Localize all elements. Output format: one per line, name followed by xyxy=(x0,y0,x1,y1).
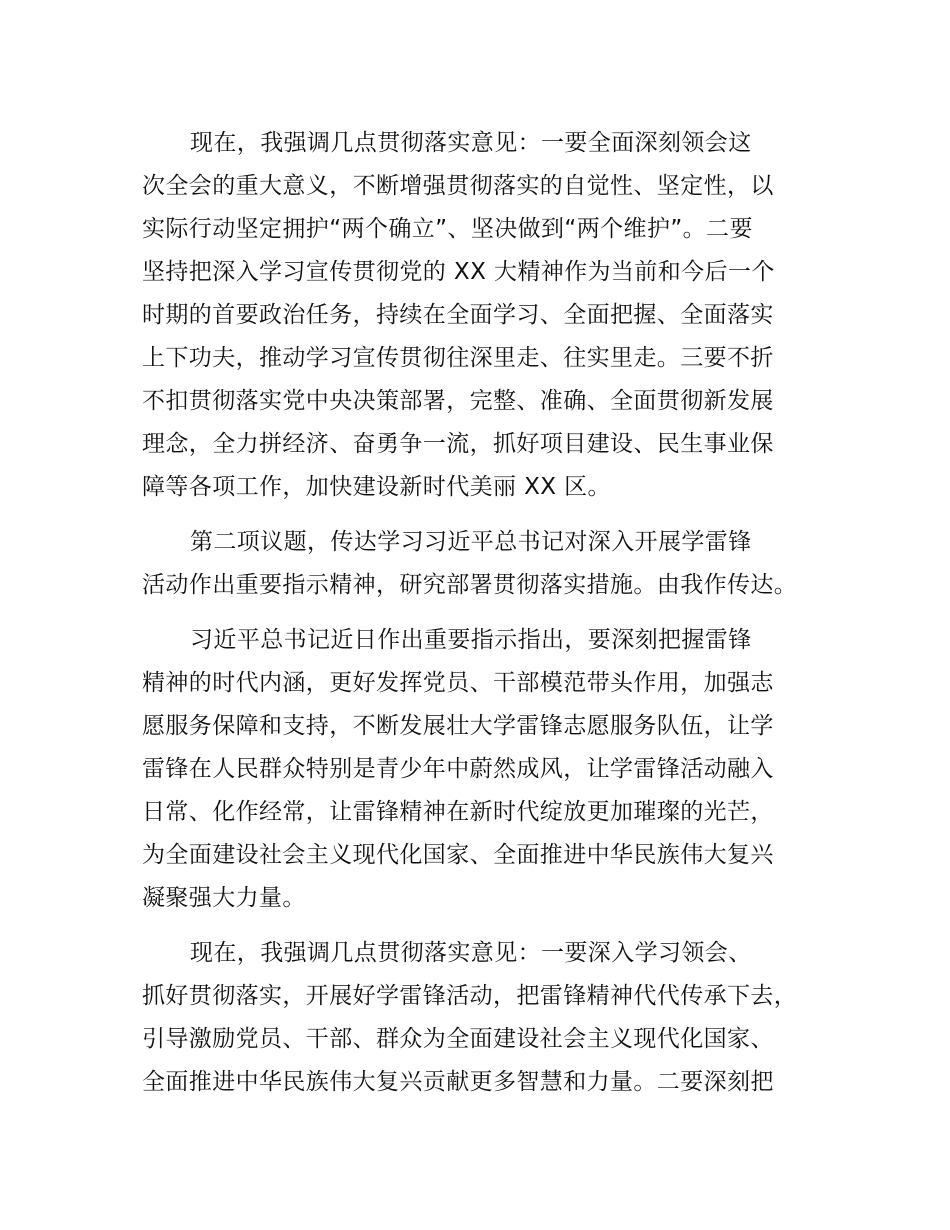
text-line: 理念，全力拼经济、奋勇争一流，抓好项目建设、民生事业保 xyxy=(142,431,774,457)
text-line: 坚持把深入学习宣传贯彻党的 XX 大精神作为当前和今后一个 xyxy=(142,259,775,285)
text-line: 第二项议题，传达学习习近平总书记对深入开展学雷锋 xyxy=(190,529,752,555)
text-line: 抓好贯彻落实，开展好学雷锋活动，把雷锋精神代代传承下去， xyxy=(142,983,798,1009)
document-body xyxy=(142,122,832,1104)
text-line: 愿服务保障和支持，不断发展壮大学雷锋志愿服务队伍，让学 xyxy=(142,713,774,739)
paragraph-gap xyxy=(142,607,832,619)
text-line: 习近平总书记近日作出重要指示指出，要深刻把握雷锋 xyxy=(190,627,752,653)
paragraph-implementation-opinions-2 xyxy=(142,932,832,1104)
paragraph-gap xyxy=(142,920,832,932)
text-line: 次全会的重大意义，不断增强贯彻落实的自觉性、坚定性，以 xyxy=(142,173,774,199)
text-line: 全面推进中华民族伟大复兴贡献更多智慧和力量。二要深刻把 xyxy=(142,1069,774,1095)
text-line: 精神的时代内涵，更好发挥党员、干部模范带头作用，加强志 xyxy=(142,670,774,696)
text-line: 现在，我强调几点贯彻落实意见：一要深入学习领会、 xyxy=(190,940,752,966)
text-line: 现在，我强调几点贯彻落实意见：一要全面深刻领会这 xyxy=(190,130,752,156)
paragraph-implementation-opinions-1 xyxy=(142,122,832,509)
text-line: 活动作出重要指示精神，研究部署贯彻落实措施。由我作传达。 xyxy=(142,572,798,598)
paragraph-important-instructions xyxy=(142,619,832,920)
text-line: 实际行动坚定拥护“两个确立”、坚决做到“两个维护”。二要 xyxy=(142,216,753,242)
text-line: 上下功夫，推动学习宣传贯彻往深里走、往实里走。三要不折 xyxy=(142,345,774,371)
paragraph-agenda-item-2 xyxy=(142,521,832,607)
text-line: 雷锋在人民群众特别是青少年中蔚然成风，让学雷锋活动融入 xyxy=(142,756,774,782)
paragraph-gap xyxy=(142,509,832,521)
text-line: 引导激励党员、干部、群众为全面建设社会主义现代化国家、 xyxy=(142,1026,774,1052)
text-line: 日常、化作经常，让雷锋精神在新时代绽放更加璀璨的光芒， xyxy=(142,799,774,825)
text-line: 障等各项工作，加快建设新时代美丽 XX 区。 xyxy=(142,474,611,500)
text-line: 时期的首要政治任务，持续在全面学习、全面把握、全面落实 xyxy=(142,302,774,328)
text-line: 不扣贯彻落实党中央决策部署，完整、准确、全面贯彻新发展 xyxy=(142,388,774,414)
text-line: 为全面建设社会主义现代化国家、全面推进中华民族伟大复兴 xyxy=(142,842,774,868)
text-line: 凝聚强大力量。 xyxy=(142,885,306,911)
